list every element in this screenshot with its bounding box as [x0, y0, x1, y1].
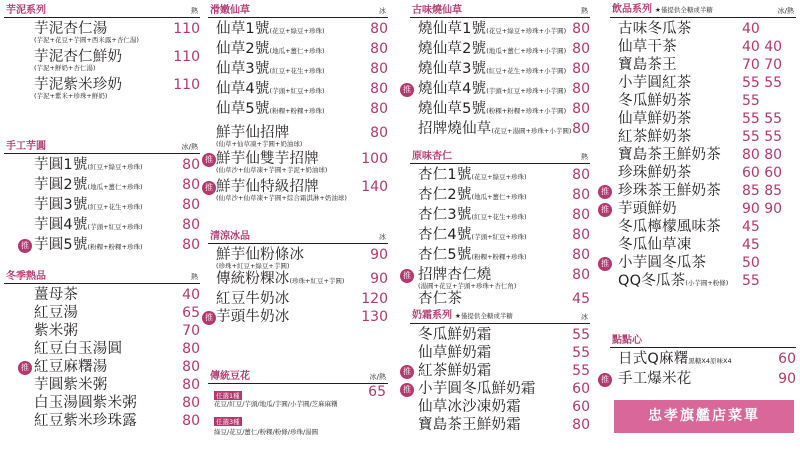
douhua-section-header [208, 366, 388, 384]
item-price: 110 [173, 77, 200, 93]
recommend-badge: 推 [598, 257, 612, 271]
menu-item [410, 326, 590, 344]
menu-item [601, 370, 796, 388]
menu-item [403, 362, 590, 380]
item-name: 白玉湯圓紫米粥 [34, 395, 137, 411]
recommend-badge: 推 [598, 203, 612, 217]
menu-item [205, 150, 388, 168]
cream-section-header [410, 306, 590, 324]
item-name: 小芋圓冬瓜茶 [618, 255, 707, 271]
item-price: 85 85 [742, 183, 783, 199]
section-title: 傳統豆花 [210, 371, 250, 382]
douhua-options [208, 384, 388, 437]
menu-item [208, 100, 388, 120]
item-name: 紅茶鮮奶茶 [618, 129, 692, 145]
item-name: 芋頭鮮奶 [618, 201, 677, 217]
item-name: 紅茶鮮奶霜 [418, 363, 492, 379]
section-unit: 熱 [581, 7, 588, 15]
roast-grass-section [403, 0, 590, 140]
section-note: ★僅提供全糖或半糖 [655, 6, 713, 14]
menu-item [410, 186, 590, 206]
almond-section [403, 146, 590, 308]
taro-section-header [4, 0, 200, 18]
item-description: (芋泥+花豆+芋圓+西米露+杏仁湯) [34, 36, 139, 44]
item-price: 80 [370, 125, 388, 141]
item-description: (湯圓+花豆+芋頭+珍珠+杏仁角) [418, 282, 517, 290]
menu-item [610, 146, 796, 164]
section-title: 奶霜系列 [412, 310, 452, 321]
item-price: 80 [182, 237, 200, 253]
section-title: 冬季熱品 [6, 271, 46, 282]
item-name: 寶島茶王鮮奶霜 [418, 417, 521, 433]
menu-item [208, 290, 388, 308]
item-name: 芋圓1號(紅豆+綠豆+珍珠) [34, 157, 143, 173]
menu-item [610, 128, 796, 146]
recommend-badge: 推 [598, 373, 612, 387]
item-name: 仙草3號(紅豆+花生+珍珠) [216, 61, 325, 77]
item-price: 90 [370, 247, 388, 263]
item-price: 55 55 [742, 129, 783, 145]
item-price: 55 55 [742, 111, 783, 127]
taro-section [4, 0, 200, 100]
menu-item [410, 120, 590, 140]
menu-item [403, 80, 590, 100]
item-name: 芋圓4號(芋頭+紅豆+珍珠) [34, 217, 143, 233]
item-name: 紫米粥 [34, 323, 79, 339]
menu-item [4, 286, 200, 304]
section-unit: 冰 [379, 7, 386, 15]
menu-item [610, 74, 796, 92]
item-name: 日式Q麻糬黑糖X4原味X4 [618, 351, 732, 367]
item-price: 80 [370, 81, 388, 97]
section-title: 點點心 [612, 335, 642, 346]
menu-item [4, 20, 200, 38]
menu-item [208, 124, 388, 142]
menu-item [403, 266, 590, 284]
item-description: (仙草+仙草凍+芋圓+奶油球) [216, 140, 303, 148]
menu-item [601, 182, 796, 200]
menu-item [601, 200, 796, 218]
menu-item [410, 206, 590, 226]
menu-item [208, 20, 388, 40]
snack-section [601, 330, 796, 388]
item-price: 80 [572, 21, 590, 37]
item-price: 55 [572, 363, 590, 379]
item-description: (珍珠+紅豆+綠豆+芋圓) [216, 262, 290, 270]
menu-item [4, 394, 200, 412]
menu-item [410, 100, 590, 120]
recommend-badge: 推 [202, 153, 216, 167]
item-name: 杏仁4號(芋頭+紅豆+珍珠) [418, 227, 527, 243]
menu-item [610, 236, 796, 254]
recommend-badge: 推 [400, 365, 414, 379]
item-name: 杏仁5號(粉粿+粉粿+珍珠) [418, 247, 527, 263]
item-name: 杏仁1號(花豆+綠豆+珍珠) [418, 167, 527, 183]
item-name: 鮮芋仙招牌 [216, 125, 290, 141]
item-name: 芋泥杏仁湯 [34, 21, 108, 37]
item-price: 80 [182, 395, 200, 411]
item-name: 珍珠鮮奶茶 [618, 165, 692, 181]
item-price: 80 [182, 217, 200, 233]
section-unit: 熱 [581, 153, 588, 161]
item-price: 60 [572, 399, 590, 415]
menu-item [610, 218, 796, 236]
recommend-badge: 推 [400, 383, 414, 397]
menu-item [4, 156, 200, 176]
winter-section-header [4, 266, 200, 284]
menu-item [610, 38, 796, 56]
item-name: 紅豆麻糬湯 [34, 359, 108, 375]
menu-item [4, 358, 200, 376]
menu-item [410, 344, 590, 362]
item-price: 120 [361, 291, 388, 307]
item-price: 80 [572, 187, 590, 203]
menu-item [4, 304, 200, 322]
menu-item [610, 110, 796, 128]
item-price: 90 [370, 271, 388, 287]
menu-item [4, 412, 200, 430]
item-name: 紅豆紫米珍珠露 [34, 413, 137, 429]
menu-item [610, 20, 796, 38]
item-name: 招牌杏仁燒 [418, 267, 492, 283]
menu-item [410, 40, 590, 60]
item-name: 仙草2號(地瓜+薑仁+珍珠) [216, 41, 325, 57]
cream-section [403, 306, 590, 434]
menu-item [610, 164, 796, 182]
item-price: 80 [572, 167, 590, 183]
item-name: 小芋圓冬瓜鮮奶霜 [418, 381, 536, 397]
section-unit: 冰 [379, 233, 386, 241]
section-note: ★僅提供全糖或半糖 [455, 312, 513, 320]
item-price: 80 [370, 21, 388, 37]
option-label: 任選3種 [216, 418, 240, 426]
item-name: 芋頭牛奶冰 [216, 309, 290, 325]
item-price: 80 [182, 157, 200, 173]
item-name: 古味冬瓜茶 [618, 21, 692, 37]
section-unit: 熱 [191, 273, 198, 281]
item-price: 80 [182, 177, 200, 193]
item-name: 寶島茶王鮮奶茶 [618, 147, 721, 163]
item-name: 杏仁茶 [418, 291, 463, 307]
menu-item [601, 254, 796, 272]
item-price: 80 [182, 341, 200, 357]
item-name: 珍珠茶王鮮奶茶 [618, 183, 721, 199]
item-price: 40 [182, 287, 200, 303]
menu-item [208, 80, 388, 100]
item-name: 冬瓜鮮奶霜 [418, 327, 492, 343]
item-name: 芋圓5號(粉粿+粉粿+珍珠) [34, 237, 143, 253]
handmade-section-header [4, 136, 200, 154]
menu-item [410, 166, 590, 186]
item-name: 芋泥紫米珍奶 [34, 77, 123, 93]
item-name: 冬瓜鮮奶茶 [618, 93, 692, 109]
item-price: 55 55 [742, 75, 783, 91]
grass-jelly-section-header [208, 0, 388, 18]
item-name: 芋圓3號(紅豆+花生+珍珠) [34, 197, 143, 213]
item-name: 鮮芋仙粉條冰 [216, 247, 305, 263]
item-price: 80 [572, 41, 590, 57]
item-name: 仙草冰沙凍奶霜 [418, 399, 521, 415]
item-price: 70 70 [742, 57, 783, 73]
item-name: 仙草鮮奶茶 [618, 111, 692, 127]
item-name: 冬瓜仙草凍 [618, 237, 692, 253]
item-name: 鮮芋仙雙芋招牌 [216, 151, 319, 167]
item-price: 55 [742, 93, 760, 109]
menu-item [4, 196, 200, 216]
section-title: 飲品系列 [612, 4, 652, 15]
item-price: 80 [370, 61, 388, 77]
item-price: 90 90 [742, 201, 783, 217]
section-unit: 冰/熱 [777, 7, 794, 15]
item-name: 紅豆牛奶冰 [216, 291, 290, 307]
menu-item [410, 226, 590, 246]
item-name: 燒仙草2號(地瓜+薑仁+珍珠+小芋圓) [418, 41, 567, 57]
item-price: 65 [368, 384, 386, 400]
section-unit: 冰 [581, 313, 588, 321]
drinks-section [601, 0, 796, 292]
item-price: 50 [742, 255, 760, 271]
item-name: 仙草5號(粉粿+粉粿+珍珠) [216, 101, 325, 117]
item-name: 芋泥杏仁鮮奶 [34, 49, 123, 65]
section-title: 手工芋圓 [6, 141, 46, 152]
menu-item [410, 398, 590, 416]
item-price: 60 [572, 381, 590, 397]
item-price: 80 [572, 417, 590, 433]
item-price: 80 [182, 197, 200, 213]
item-description: (仙草沙+仙草凍+芋圓+綜合霜淇淋+奶油球) [216, 194, 347, 202]
item-price: 80 [182, 413, 200, 429]
item-price: 80 [572, 61, 590, 77]
menu-item [610, 272, 796, 292]
drinks-section-header [610, 0, 796, 18]
item-name: 薑母茶 [34, 287, 79, 303]
item-price: 80 [572, 101, 590, 117]
item-price: 80 80 [742, 147, 783, 163]
menu-item [4, 48, 200, 66]
menu-item [4, 340, 200, 358]
menu-item [4, 236, 200, 256]
recommend-badge: 推 [202, 311, 216, 325]
item-price: 80 [572, 247, 590, 263]
menu-item [208, 246, 388, 264]
menu-item [610, 350, 796, 370]
item-name: 紅豆白玉湯圓 [34, 341, 123, 357]
menu-item [4, 322, 200, 340]
item-name: 燒仙草5號(粉粿+粉粿+珍珠+小芋圓) [418, 101, 567, 117]
item-name: 小芋圓紅茶 [618, 75, 692, 91]
item-price: 55 [572, 327, 590, 343]
item-name: 傳統粉粿冰(珍珠+紅豆+芋圓) [216, 271, 345, 287]
item-price: 40 [742, 21, 760, 37]
recommend-badge: 推 [202, 181, 216, 195]
item-name: 手工爆米花 [618, 371, 692, 387]
store-menu-banner: 忠孝旗艦店菜單 [614, 400, 794, 433]
handmade-section [4, 136, 200, 256]
menu-item [208, 270, 388, 290]
recommend-badge: 推 [400, 83, 414, 97]
item-price: 65 [182, 305, 200, 321]
item-name: 仙草干茶 [618, 39, 677, 55]
menu-item [410, 416, 590, 434]
item-price: 80 [572, 227, 590, 243]
recommend-badge: 推 [18, 239, 32, 253]
menu-item [410, 20, 590, 40]
menu-item [4, 376, 200, 394]
item-price: 110 [173, 21, 200, 37]
item-price: 60 60 [742, 165, 783, 181]
section-unit: 熱 [191, 7, 198, 15]
grass-jelly-section [205, 0, 388, 202]
item-name: 燒仙草4號(芋頭+紅豆+珍珠+小芋圓) [418, 81, 567, 97]
item-name: 仙草鮮奶霜 [418, 345, 492, 361]
item-price: 40 40 [742, 39, 783, 55]
item-price: 130 [361, 309, 388, 325]
menu-item [403, 380, 590, 398]
item-price: 80 [182, 359, 200, 375]
menu-item [208, 40, 388, 60]
section-title: 滑嫩仙草 [210, 5, 250, 16]
item-name: 杏仁2號(地瓜+薑仁+珍珠) [418, 187, 527, 203]
item-name: 仙草4號(芋頭+紅豆+珍珠) [216, 81, 325, 97]
item-price: 55 [742, 273, 760, 289]
roast-grass-section-header [410, 0, 590, 18]
item-price: 60 [778, 351, 796, 367]
item-name: 招牌燒仙草(花豆+湯圓+珍珠+小芋圓) [418, 121, 572, 137]
menu-item [410, 60, 590, 80]
almond-section-header [410, 146, 590, 164]
item-name: 鮮芋仙特級招牌 [216, 179, 319, 195]
item-price: 80 [572, 81, 590, 97]
menu-item [4, 76, 200, 94]
item-price: 80 [572, 267, 590, 283]
item-price: 45 [742, 237, 760, 253]
menu-item [205, 178, 388, 196]
option-list: 花豆/紅豆/芋頭/地瓜/芋圓/小芋圓/芝麻麻糬 [214, 400, 338, 408]
item-name: 芋圓紫米粥 [34, 377, 108, 393]
item-price: 100 [361, 151, 388, 167]
section-title: 清涼冰品 [210, 231, 250, 242]
section-title: 芋泥系列 [6, 5, 46, 16]
ice-section [205, 226, 388, 326]
item-name: 燒仙草1號(花豆+綠豆+珍珠+小芋圓) [418, 21, 567, 37]
item-price: 80 [182, 377, 200, 393]
item-name: 冬瓜檸檬風味茶 [618, 219, 721, 235]
section-unit: 冰/熱 [181, 143, 198, 151]
item-price: 80 [370, 101, 388, 117]
snack-section-header [610, 330, 796, 348]
item-price: 45 [742, 219, 760, 235]
item-description: (芋泥+紫米+珍珠+鮮奶) [34, 92, 108, 100]
menu-item [208, 60, 388, 80]
recommend-badge: 推 [400, 269, 414, 283]
item-price: 55 [572, 345, 590, 361]
option-list: 綠豆/花豆/薑仁/粉粿/粉條/珍珠/湯圓 [214, 428, 319, 436]
menu-item [610, 56, 796, 74]
section-unit: 冰/熱 [369, 373, 386, 381]
item-price: 45 [572, 291, 590, 307]
item-name: QQ冬瓜茶(小芋圓+粉條) [618, 273, 729, 289]
recommend-badge: 推 [598, 185, 612, 199]
item-price: 140 [361, 179, 388, 195]
recommend-badge: 推 [18, 361, 32, 375]
section-title: 原味杏仁 [412, 151, 452, 162]
menu-item [410, 246, 590, 266]
item-price: 70 [182, 323, 200, 339]
douhua-section [208, 366, 388, 437]
item-name: 仙草1號(花豆+綠豆+珍珠) [216, 21, 325, 37]
menu-item [4, 176, 200, 196]
item-name: 紅豆湯 [34, 305, 79, 321]
menu-item [4, 216, 200, 236]
item-price: 90 [778, 371, 796, 387]
item-price: 110 [173, 49, 200, 65]
section-title: 古味燒仙草 [412, 5, 462, 16]
item-name: 寶島茶王 [618, 57, 677, 73]
item-price: 80 [572, 207, 590, 223]
item-description: (芋泥+鮮奶+杏仁湯) [34, 64, 96, 72]
item-price: 80 [370, 41, 388, 57]
menu-item [205, 308, 388, 326]
item-price: 80 [572, 121, 590, 137]
item-name: 杏仁3號(紅豆+花生+珍珠) [418, 207, 527, 223]
winter-section [4, 266, 200, 430]
item-description: (仙草沙+仙草凍+芋圓+芋泥+奶油球) [216, 166, 328, 174]
item-name: 燒仙草3號(紅豆+花生+珍珠+小芋圓) [418, 61, 567, 77]
option-label: 任選1種 [216, 392, 240, 400]
item-name: 芋圓2號(地瓜+薑仁+珍珠) [34, 177, 143, 193]
ice-section-header [208, 226, 388, 244]
menu-item [610, 92, 796, 110]
